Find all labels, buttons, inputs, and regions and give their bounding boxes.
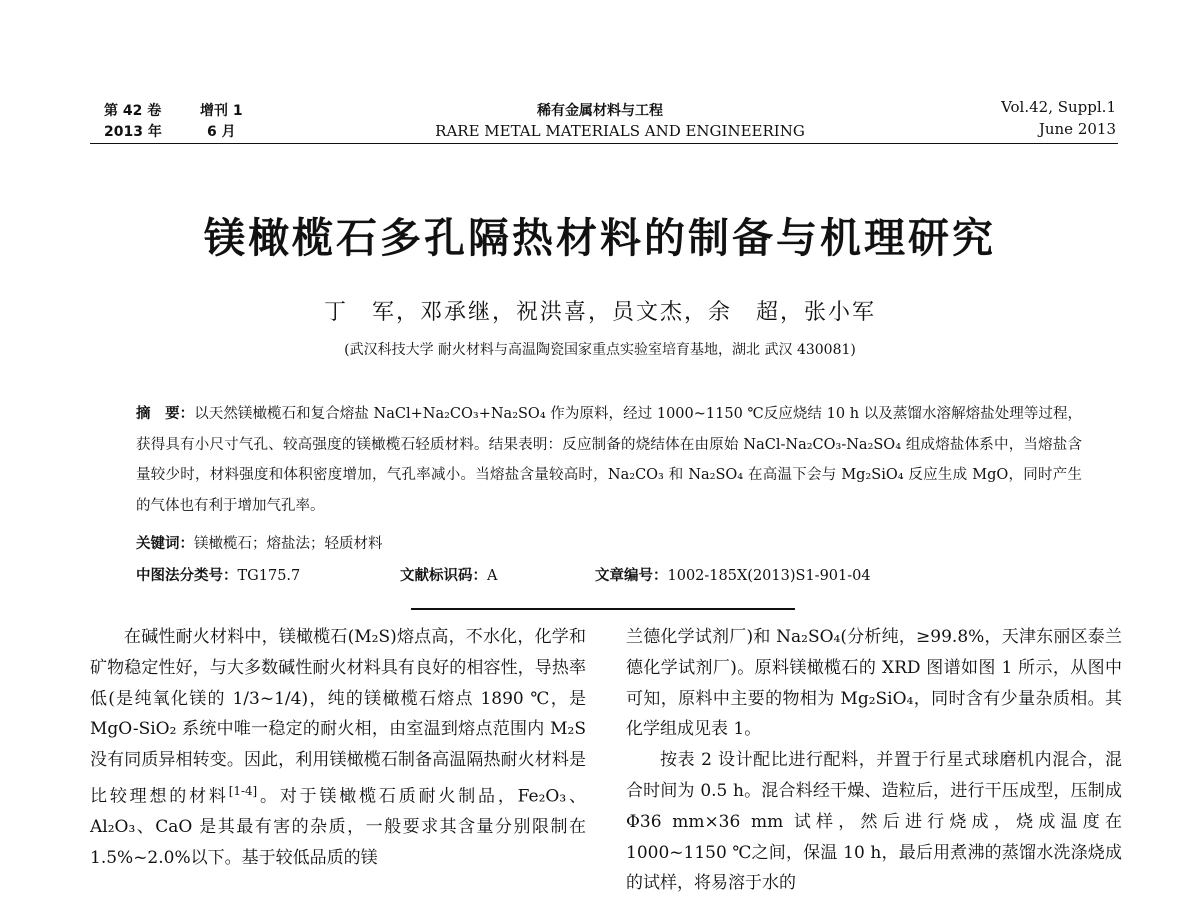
body-paragraph: 兰德化学试剂厂)和 Na₂SO₄(分析纯，≥99.8%，天津东丽区泰兰德化学试剂厂)。原料镁橄榄石的 XRD 图谱如图 1 所示，从图中可知，原料中主要的物相为 Mg₂SiO₄，同时含有少量杂质相。其化学组成见表 1。 [626,627,1122,740]
document-code [400,564,497,588]
article-number [595,564,871,588]
volume-en: Vol.42, Suppl.1 [1001,98,1116,116]
doc-value: A [487,568,498,584]
clc-label: 中图法分类号： [136,568,238,584]
journal-title-cn: 稀有金属材料与工程 [537,103,663,119]
paper-title: 镁橄榄石多孔隔热材料的制备与机理研究 [204,214,996,262]
month-cn: 6 月 [207,124,236,140]
doc-label: 文献标识码： [400,568,487,584]
author-list: 丁 军，邓承继，祝洪喜，员文杰，余 超，张小军 [323,300,876,325]
article-label: 文章编号： [595,568,668,584]
abstract-text: 以天然镁橄榄石和复合熔盐 NaCl+Na₂CO₃+Na₂SO₄ 作为原料，经过 1000~1150 ℃反应烧结 10 h 以及蒸馏水溶解熔盐处理等过程，获得具有小尺寸气孔、较高强度的镁橄榄石轻质材料。结果表明：反应制备的烧结体在由原始 NaCl-Na₂CO₃-Na₂SO₄ 组成熔盐体系中，当熔盐含量较少时，材料强度和体积密度增加，气孔率减小。当熔盐含量较高时，Na₂CO₃ 和 Na₂SO₄ 在高温下会与 Mg₂SiO₄ 反应生成 MgO，同时产生的气体也有利于增加气孔率。 [136,406,1083,514]
article-value: 1002-185X(2013)S1-901-04 [667,568,871,584]
keywords [136,532,383,556]
clc-value: TG175.7 [237,568,301,584]
affiliation: (武汉科技大学 耐火材料与高温陶瓷国家重点实验室培育基地，湖北 武汉 430081) [344,342,856,358]
clc-number [136,564,300,588]
abstract-separator-rule [411,608,795,610]
volume-cn: 第 42 卷 [104,103,162,119]
year-cn: 2013 年 [104,124,162,140]
keywords-text: 镁橄榄石；熔盐法；轻质材料 [194,536,383,552]
body-left-text-2: 。对于镁橄榄石质耐火制品，Fe₂O₃、Al₂O₃、CaO 是其最有害的杂质，一般要求其含量分别限制在 1.5%~2.0%以下。基于较低品质的镁 [90,786,586,869]
body-paragraph: 按表 2 设计配比进行配料，并置于行星式球磨机内混合，混合时间为 0.5 h。混合料经干燥、造粒后，进行干压成型，压制成 Φ36 mm×36 mm 试样，然后进行烧成，烧成温度在 1000~1150 ℃之间，保温 10 h，最后用煮沸的蒸馏水洗涤烧成的试样，将易溶于水的 [626,750,1122,894]
date-en: June 2013 [1038,120,1116,138]
body-left-column [90,622,586,874]
body-paragraph [90,622,586,874]
keywords-label: 关键词： [136,536,194,552]
header-rule [90,143,1118,144]
citation-ref: [1-4] [228,783,258,798]
supplement-cn: 增刊 1 [200,103,243,119]
abstract [136,399,1082,521]
body-right-column [626,622,1122,899]
body-left-text-1: 在碱性耐火材料中，镁橄榄石(M₂S)熔点高，不水化，化学和矿物稳定性好，与大多数碱性耐火材料具有良好的相容性，导热率低(是纯氧化镁的 1/3~1/4)，纯的镁橄榄石熔点 1890 ℃，是 MgO-SiO₂ 系统中唯一稳定的耐火相，由室温到熔点范围内 M₂S 没有同质异相转变。因此，利用镁橄榄石制备高温隔热耐火材料是比较理想的材料 [90,627,586,807]
abstract-label: 摘 要： [136,406,195,422]
journal-title-en: RARE METAL MATERIALS AND ENGINEERING [435,122,805,140]
